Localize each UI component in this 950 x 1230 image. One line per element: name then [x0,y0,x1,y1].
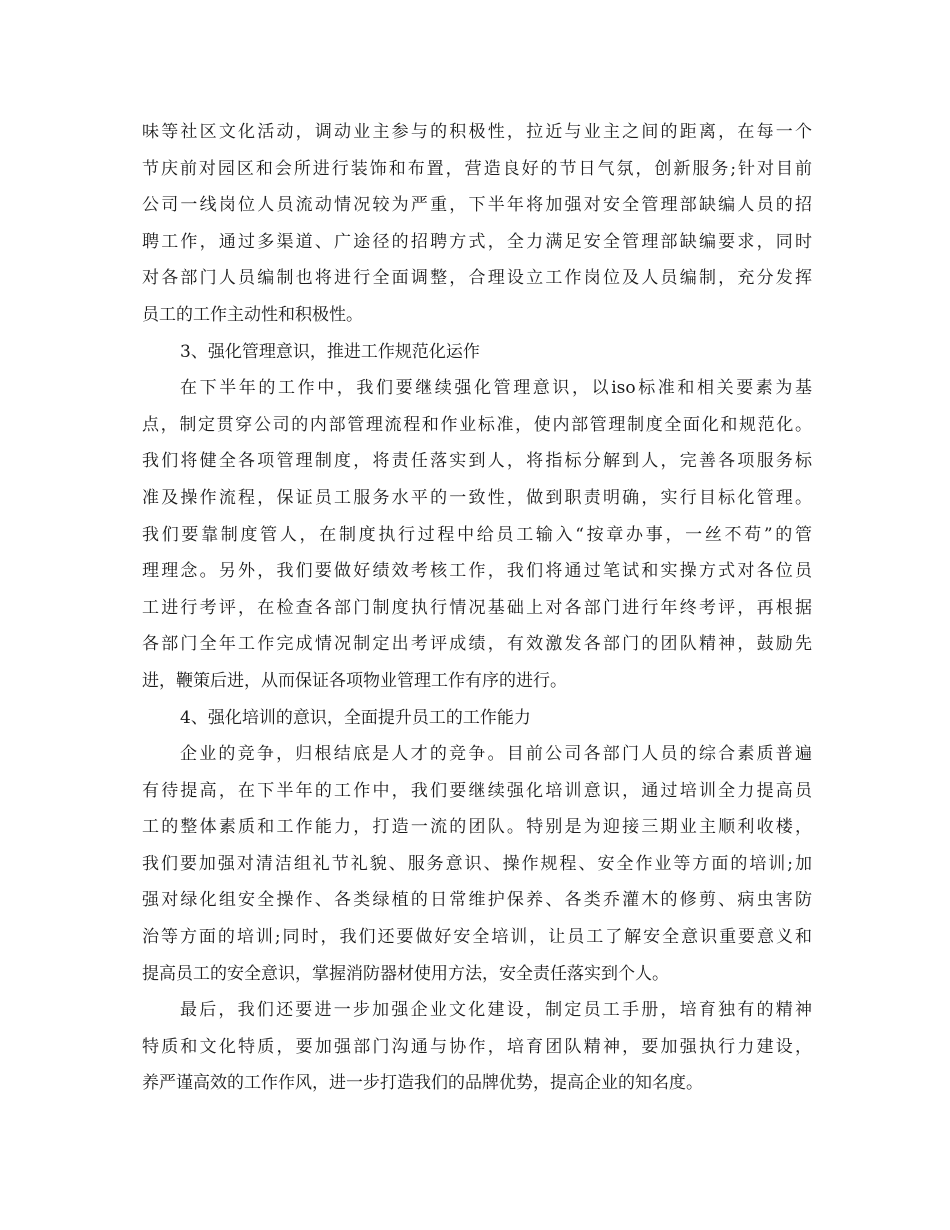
text-line: 工的整体素质和工作能力，打造一流的团队。特别是为迎接三期业主顺利收楼， [142,817,812,838]
text-line: 味等社区文化活动，调动业主参与的积极性，拉近与业主之间的距离，在每一个 [142,122,812,142]
text-line: 企业的竞争，归根结底是人才的竞争。目前公司各部门人员的综合素质普遍 [180,744,812,765]
text-line: 节庆前对园区和会所进行装饰和布置，营造良好的节日气氛，创新服务;针对目前 [142,158,812,179]
text-line: 强对绿化组安全操作、各类绿植的日常维护保养、各类乔灌木的修剪、病虫害防 [142,890,812,911]
text-line: 理理念。另外，我们要做好绩效考核工作，我们将通过笔试和实操方式对各位员 [142,561,812,582]
text-line: 提高员工的安全意识，掌握消防器材使用方法，安全责任落实到个人。 [142,963,669,984]
text-line: 特质和文化特质，要加强部门沟通与协作，培育团队精神，要加强执行力建设， [142,1036,812,1057]
text-line: 3、强化管理意识，推进工作规范化运作 [180,341,480,362]
text-line: 准及操作流程，保证员工服务水平的一致性，做到职责明确，实行目标化管理。 [142,487,812,508]
text-line: 治等方面的培训;同时，我们还要做好安全培训，让员工了解安全意识重要意义和 [142,927,812,948]
text-line: 最后，我们还要进一步加强企业文化建设，制定员工手册，培育独有的精神 [180,1000,812,1021]
text-line: 公司一线岗位人员流动情况较为严重，下半年将加强对安全管理部缺编人员的招 [142,195,812,216]
text-line: 有待提高，在下半年的工作中，我们要继续强化培训意识，通过培训全力提高员 [142,780,812,801]
text-line: 工进行考评，在检查各部门制度执行情况基础上对各部门进行年终考评，再根据 [142,597,812,618]
text-line: 养严谨高效的工作作风，进一步打造我们的品牌优势，提高企业的知名度。 [142,1073,703,1094]
document-body [142,114,812,1102]
text-line: 我们将健全各项管理制度，将责任落实到人，将指标分解到人，完善各项服务标 [142,451,812,472]
text-line: 4、强化培训的意识，全面提升员工的工作能力 [180,707,531,728]
text-line: 我们要靠制度管人，在制度执行过程中给员工输入“按章办事，一丝不苟”的管 [142,524,812,545]
text-line: 进，鞭策后进，从而保证各项物业管理工作有序的进行。 [142,670,567,691]
text-line: 各部门全年工作完成情况制定出考评成绩，有效激发各部门的团队精神，鼓励先 [142,634,812,655]
text-line: 在下半年的工作中，我们要继续强化管理意识，以iso标准和相关要素为基 [180,378,812,399]
text-line: 聘工作，通过多渠道、广途径的招聘方式，全力满足安全管理部缺编要求，同时 [142,231,812,252]
text-line: 点，制定贯穿公司的内部管理流程和作业标准，使内部管理制度全面化和规范化。 [142,414,812,435]
text-line: 我们要加强对清洁组礼节礼貌、服务意识、操作规程、安全作业等方面的培训;加 [142,853,812,874]
text-line: 对各部门人员编制也将进行全面调整，合理设立工作岗位及人员编制，充分发挥 [142,268,812,289]
text-line: 员工的工作主动性和积极性。 [142,304,363,325]
